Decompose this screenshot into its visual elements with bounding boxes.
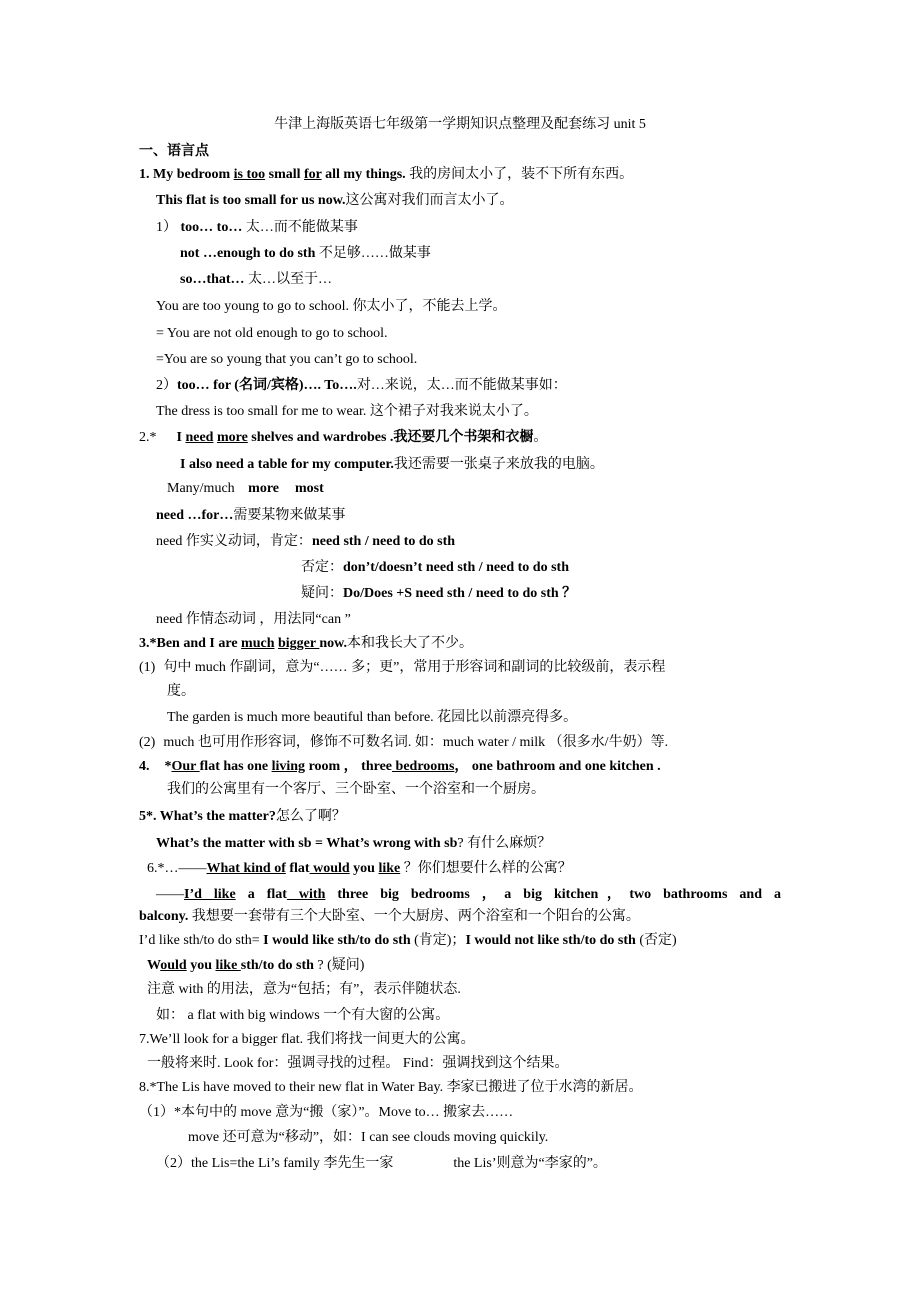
point-7-sentence: 7.We’ll look for a bigger flat. 我们将找一间更大的公寓。: [139, 1032, 475, 1047]
point-8-note-1-cont: move 还可意为“移动”，如：I can see clouds moving quickily.: [188, 1130, 549, 1145]
point-5-equivalent: What’s the matter with sb = What’s wrong with sb? 有什么麻烦？: [156, 836, 552, 851]
point-7-note: 一般将来时. Look for：强调寻找的过程。 Find：强调找到这个结果。: [147, 1056, 569, 1071]
point-3-note-2: (2) much 也可用作形容词，修饰不可数名词. 如：much water / milk （很多水/牛奶）等.: [139, 735, 669, 750]
point-1-example-b: = You are not old enough to go to school.: [156, 326, 388, 341]
point-2-need-affirmative: need 作实义动词，肯定：need sth / need to do sth: [156, 534, 456, 549]
point-2-need-negative: 否定：don’t/doesn’t need sth / need to do sth: [301, 560, 569, 575]
point-1-sentence: 1. My bedroom is too small for all my things. 我的房间太小了，装不下所有东西。: [139, 167, 634, 182]
point-6-answer: ——I’d like a flat with three big bedrooms ，a big kitchen，two bathrooms and a: [156, 887, 781, 902]
document-title: 牛津上海版英语七年级第一学期知识点整理及配套练习 unit 5: [274, 117, 646, 132]
point-1-example-a: You are too young to go to school. 你太小了，不能去上学。: [156, 299, 507, 314]
point-8-sentence: 8.*The Lis have moved to their new flat in Water Bay. 李家已搬进了位于水湾的新居。: [139, 1080, 643, 1095]
point-6-would-like: I’d like sth/to do sth= I would like sth/to do sth (肯定)；I would not like sth/to do sth (否定): [139, 933, 677, 948]
point-1-pattern-enough: not …enough to do sth 不足够……做某事: [180, 246, 431, 261]
point-3-sentence: 3.*Ben and I are much bigger now.本和我长大了不少。: [139, 636, 473, 651]
point-2-modal-need: need 作情态动词 ，用法同“can ”: [156, 612, 351, 627]
point-4-sentence: 4. *Our flat has one living room ， three bedrooms， one bathroom and one kitchen .: [139, 759, 661, 774]
point-6-with-note: 注意 with 的用法，意为“包括；有”，表示伴随状态.: [147, 982, 461, 997]
section-heading: 一、语言点: [139, 144, 209, 159]
point-3-example: The garden is much more beautiful than before. 花园比以前漂亮得多。: [167, 710, 578, 725]
point-2-sentence: 2.* I need more shelves and wardrobes .我还要几个书架和衣橱。: [139, 430, 548, 445]
point-3-note-1: (1) 句中 much 作副词，意为“…… 多；更”，常用于形容词和副词的比较级前，表示程: [139, 660, 666, 675]
point-3-note-1-cont: 度。: [167, 684, 195, 699]
point-8-note-2: （2）the Lis=the Li’s family 李先生一家 the Lis’则意为“李家的”。: [156, 1156, 607, 1171]
point-5-sentence: 5*. What’s the matter?怎么了啊？: [139, 809, 346, 824]
point-6-would-like-question: Would you like sth/to do sth ? (疑问): [147, 958, 365, 973]
point-6-answer-cont: balcony. 我想要一套带有三个大卧室、一个大厨房、两个浴室和一个阳台的公寓。: [139, 909, 640, 924]
point-1-example-d: The dress is too small for me to wear. 这个裙子对我来说太小了。: [156, 404, 538, 419]
point-2-comparatives: Many/much more most: [167, 481, 324, 496]
point-2-need-question: 疑问：Do/Does +S need sth / need to do sth ？: [301, 586, 577, 601]
point-6-with-example: 如： a flat with big windows 一个有大窗的公寓。: [156, 1008, 450, 1023]
point-1-example: This flat is too small for us now.这公寓对我们而言太小了。: [156, 193, 514, 208]
point-1-example-c: =You are so young that you can’t go to school.: [156, 352, 418, 367]
point-6-question: 6.*…——What kind of flat would you like ？你们想要什么样的公寓？: [147, 861, 572, 876]
point-8-note-1: （1）*本句中的 move 意为“搬（家）”。Move to… 搬家去……: [139, 1105, 514, 1120]
point-1-pattern-too-to: 1） too… to… 太…而不能做某事: [156, 220, 358, 235]
point-1-pattern-too-for: 2）too… for (名词/宾格)…. To….对…来说，太…而不能做某事如：: [156, 378, 567, 393]
point-2-example: I also need a table for my computer.我还需要一张桌子来放我的电脑。: [180, 457, 604, 472]
point-4-translation: 我们的公寓里有一个客厅、三个卧室、一个浴室和一个厨房。: [167, 782, 545, 797]
point-1-pattern-so-that: so…that… 太…以至于…: [180, 272, 333, 287]
point-2-need-for: need …for…需要某物来做某事: [156, 508, 346, 523]
